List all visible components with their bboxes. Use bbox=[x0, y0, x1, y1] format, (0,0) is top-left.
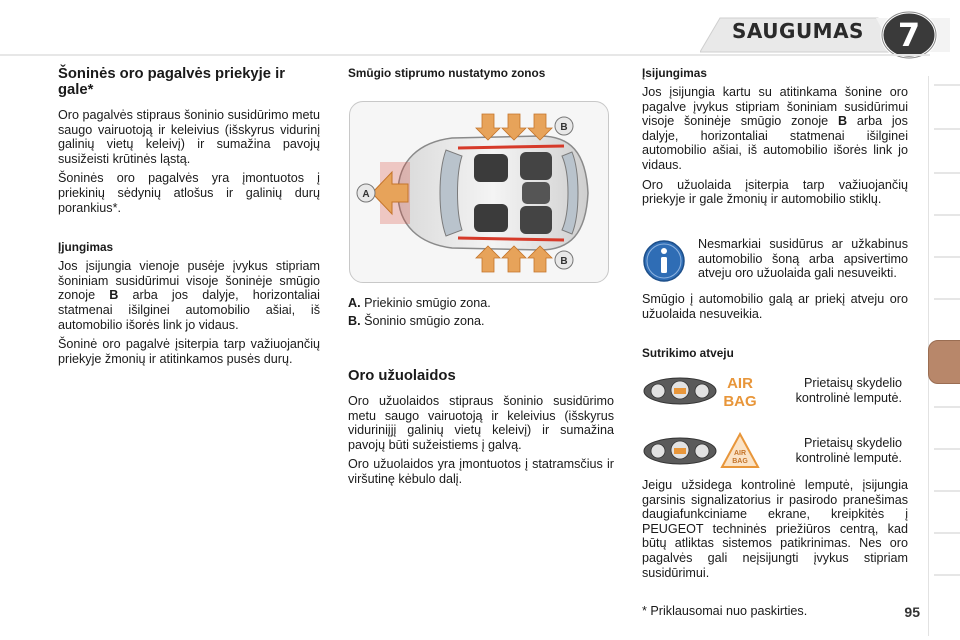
legend-item-b bbox=[348, 314, 614, 329]
side-tab[interactable] bbox=[934, 298, 960, 300]
paragraph: Jeigu užsidega kontrolinė lemputė, įsijungia garsinis signalizatorius ir pasirodo pranešimas daugiafunkciniame ekrane, kreipkitės į PEUGEOT techninės priežiūros centrą, kad būtų atliktas sistemos patikrinimas. Nes oro pagalvės gali neįsijungti įvykus stipriam susidūrimui. bbox=[642, 478, 908, 580]
car-top-view bbox=[350, 102, 609, 283]
paragraph: Smūgio į automobilio galą ar priekį atveju oro užuolaida nesuveikia. bbox=[642, 292, 908, 321]
activation-heading: Įjungimas bbox=[58, 240, 114, 255]
side-airbags-heading: Šoninės oro pagalvės priekyje ir gale* bbox=[58, 66, 285, 98]
side-tab[interactable] bbox=[934, 128, 960, 130]
curtain-line-top bbox=[458, 146, 564, 148]
text-run: arba jos dalyje, horizontaliai statmenai išilginei automobilio ašiai, iš automobilio išorės link jo vidaus. bbox=[58, 288, 320, 332]
paragraph: Oro užuolaida įsiterpia tarp važiuojančių priekyje ir gale žmonių ir automobilio stiklų. bbox=[642, 177, 908, 207]
chapter-number: 7 bbox=[897, 16, 921, 54]
section-title: SAUGUMAS bbox=[732, 19, 864, 43]
page-number: 95 bbox=[904, 604, 920, 620]
side-tab[interactable] bbox=[934, 84, 960, 86]
zone-b-top-arrows bbox=[476, 114, 552, 140]
text-run: Jos įsijungia vienoje pusėje įvykus stipriam šoniniam susidūrimui visoje šoninėje smūgio zonoje bbox=[58, 259, 320, 303]
lamp-description: Prietaisų skydelio kontrolinė lemputė. bbox=[795, 376, 902, 405]
side-tab[interactable] bbox=[934, 214, 960, 216]
instrument-cluster-icon bbox=[642, 376, 718, 406]
seat-rear-left bbox=[520, 152, 552, 180]
instrument-cluster-icon bbox=[642, 436, 718, 466]
figure-heading: Smūgio stiprumo nustatymo zonos bbox=[348, 66, 546, 80]
paragraph bbox=[58, 259, 320, 332]
figure-legend bbox=[348, 296, 614, 332]
side-tab[interactable] bbox=[934, 490, 960, 492]
info-icon bbox=[642, 239, 686, 283]
airbag-text-lamp-icon bbox=[720, 372, 760, 410]
side-tab[interactable] bbox=[934, 448, 960, 450]
column-left bbox=[58, 66, 320, 371]
paragraph: Oro užuolaidos yra įmontuotos į statramsčius ir viršutinę kėbulo dalį. bbox=[348, 457, 614, 486]
text-run: Jos įsijungia kartu su atitinkama šonine oro pagalve įvykus stipriam šoniniam susidūrimui visoje šoninėje smūgio zonoje bbox=[642, 85, 908, 129]
impact-zones-figure bbox=[349, 101, 609, 283]
side-tab[interactable] bbox=[934, 406, 960, 408]
fault-paragraph-block bbox=[642, 478, 908, 585]
zone-a-label: A bbox=[362, 189, 370, 200]
column-right bbox=[642, 66, 908, 212]
zone-b-bottom-label: B bbox=[560, 256, 568, 267]
zone-b-top-label: B bbox=[560, 122, 568, 133]
paragraph: Šoninė oro pagalvė įsiterpia tarp važiuojančių priekyje žmonių ir atitinkamos pusės durų. bbox=[58, 337, 320, 366]
curtain-section bbox=[348, 368, 614, 492]
seat-rear-middle bbox=[522, 182, 550, 204]
side-tab[interactable] bbox=[934, 532, 960, 534]
side-tab[interactable] bbox=[934, 256, 960, 258]
footnote: * Priklausomai nuo paskirties. bbox=[642, 604, 808, 618]
activation-heading: Įsijungimas bbox=[642, 66, 707, 80]
lamp-icon-text: AIR bbox=[727, 375, 753, 392]
column-middle bbox=[348, 66, 614, 85]
seat-front-right bbox=[474, 204, 508, 232]
fault-section-heading bbox=[642, 346, 908, 365]
text-run: arba jos dalyje, horizontaliai statmenai išilginei automobilio ašiai, iš automobilio išorės link jo vidaus. bbox=[642, 114, 908, 172]
paragraph bbox=[642, 85, 908, 173]
zone-key: B bbox=[837, 114, 848, 129]
car-body bbox=[398, 136, 588, 250]
side-tab[interactable] bbox=[934, 172, 960, 174]
lamp-icon-text: BAG bbox=[732, 458, 748, 465]
lamp-icon-text: BAG bbox=[723, 393, 757, 410]
header-rule bbox=[0, 54, 930, 56]
curtain-airbags-heading: Oro užuolaidos bbox=[348, 368, 456, 384]
curtain-line-bottom bbox=[458, 238, 564, 240]
warning-lamp-row bbox=[642, 432, 908, 476]
info-note bbox=[642, 237, 908, 297]
side-tab-active-chapter[interactable] bbox=[928, 340, 960, 384]
legend-key: A. bbox=[348, 296, 361, 310]
seat-rear-right bbox=[520, 206, 552, 234]
info-note-text: Nesmarkiai susidūrus ar užkabinus automobilio šoną arba apsivertimo atveju oro užuolaida gali nesuveikti. bbox=[698, 237, 908, 281]
paragraph: Oro užuolaidos stipraus šoninio susidūrimo metu saugo vairuotoją ir keleivius (išskyrus viduriniįjį galinių vietų keleivį) ir sumažina pavojų būti sužeistiems į galvą. bbox=[348, 394, 614, 452]
zone-b-bottom-arrows bbox=[476, 246, 552, 272]
paragraph: Oro pagalvės stipraus šoninio susidūrimo metu saugo vairuotoją ir keleivius (išskyrus vidurinį galinių vietų keleivį) ir sumažina pavojų susižeisti krūtinės ląstą. bbox=[58, 108, 320, 166]
legend-text: Šoninio smūgio zona. bbox=[364, 314, 485, 328]
paragraph: Šoninės oro pagalvės yra įmontuotos į priekinių sėdynių atlošus ir galinių durų porankius*. bbox=[58, 171, 320, 215]
legend-text: Priekinio smūgio zona. bbox=[364, 296, 491, 310]
fault-heading: Sutrikimo atveju bbox=[642, 346, 734, 360]
lamp-icon-text: AIR bbox=[733, 450, 747, 457]
zone-key: B bbox=[109, 288, 119, 303]
legend-key: B. bbox=[348, 314, 361, 328]
side-tab[interactable] bbox=[934, 574, 960, 576]
seat-front-left bbox=[474, 154, 508, 182]
info-followup bbox=[642, 292, 908, 326]
airbag-triangle-lamp-icon bbox=[720, 432, 760, 470]
legend-item-a bbox=[348, 296, 614, 311]
warning-lamp-row bbox=[642, 372, 908, 416]
lamp-description: Prietaisų skydelio kontrolinė lemputė. bbox=[795, 436, 902, 465]
